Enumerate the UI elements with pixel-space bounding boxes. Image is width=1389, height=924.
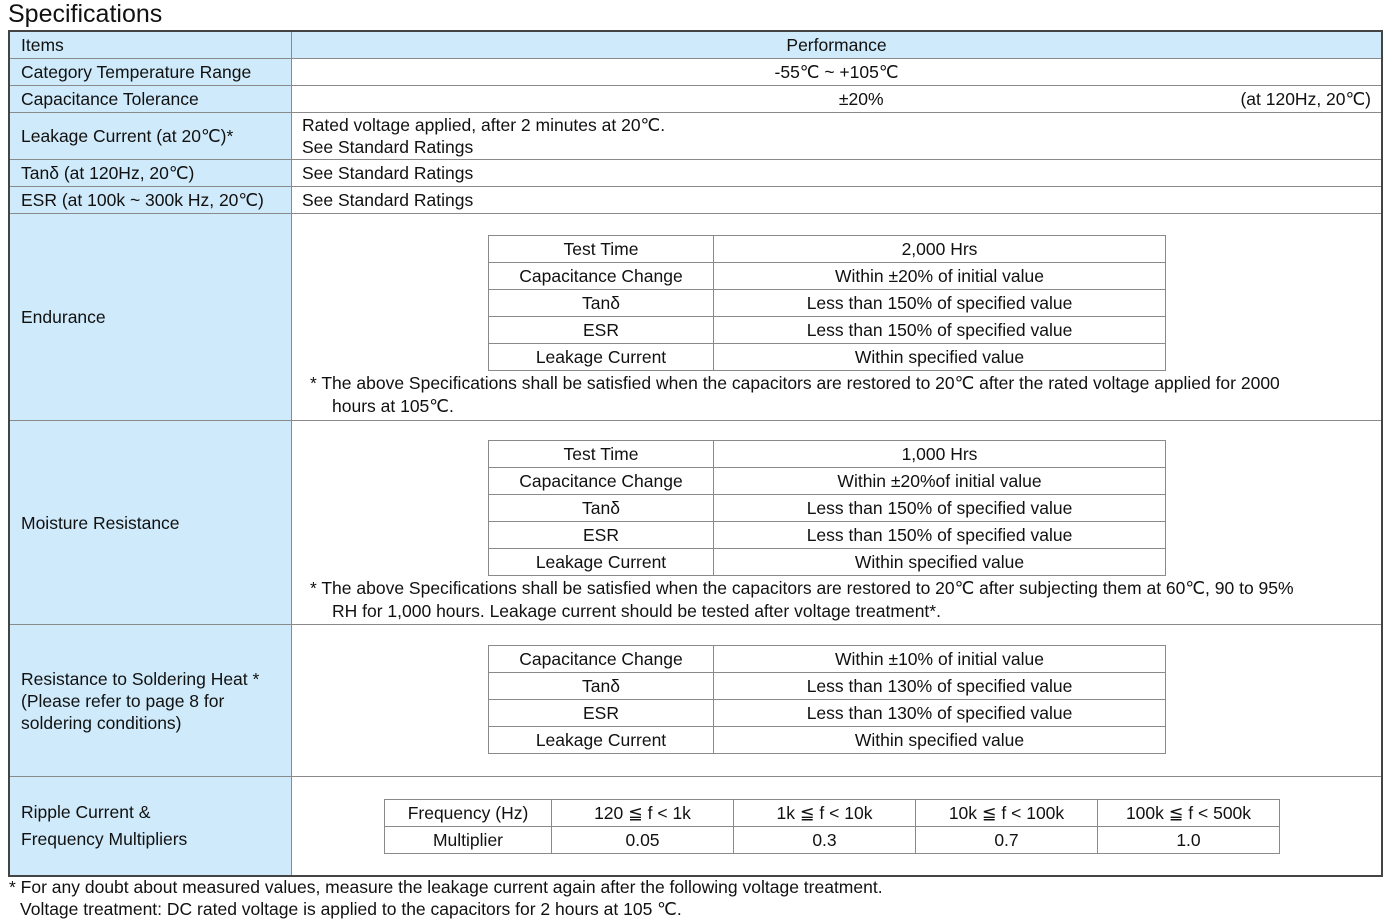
cell-capacitance-tolerance: [292, 86, 1382, 113]
multiplier-value: 1.0: [1098, 826, 1280, 853]
moisture-key: Test Time: [489, 441, 714, 468]
endurance-key: Leakage Current: [489, 343, 714, 370]
endurance-value: 2,000 Hrs: [714, 235, 1166, 262]
endurance-value: Less than 150% of specified value: [714, 316, 1166, 343]
label-soldering-heat: [10, 625, 292, 777]
moisture-note: [302, 577, 1371, 623]
soldering-label-line-3: soldering conditions): [21, 712, 182, 733]
endurance-key: Capacitance Change: [489, 262, 714, 289]
endurance-note: [302, 372, 1371, 418]
endurance-row: [489, 262, 1166, 289]
soldering-table: [488, 645, 1166, 754]
header-performance: Performance: [292, 32, 1382, 59]
label-moisture-resistance: Moisture Resistance: [10, 421, 292, 625]
frequency-range: 100k ≦ f < 500k: [1098, 799, 1280, 826]
leakage-line-2: See Standard Ratings: [302, 137, 474, 157]
endurance-row: [489, 316, 1166, 343]
row-capacitance-tolerance: [10, 86, 1382, 113]
label-endurance: Endurance: [10, 214, 292, 421]
footnote-line-2: Voltage treatment: DC rated voltage is applied to the capacitors for 2 hours at 105 ℃.: [20, 899, 682, 919]
cell-ripple-current: [292, 777, 1382, 876]
row-esr: [10, 187, 1382, 214]
ripple-label-line-2: Frequency Multipliers: [21, 829, 188, 849]
multiplier-label: Multiplier: [385, 826, 552, 853]
soldering-key: ESR: [489, 700, 714, 727]
endurance-value: Within ±20% of initial value: [714, 262, 1166, 289]
soldering-label-line-1: Resistance to Soldering Heat *: [21, 668, 260, 689]
endurance-key: Test Time: [489, 235, 714, 262]
endurance-value: Within specified value: [714, 343, 1166, 370]
note-capacitance-tolerance: (at 120Hz, 20℃): [1240, 89, 1371, 109]
moisture-row: [489, 495, 1166, 522]
soldering-row: [489, 673, 1166, 700]
frequency-range: 1k ≦ f < 10k: [734, 799, 916, 826]
moisture-key: Leakage Current: [489, 549, 714, 576]
label-temperature-range: Category Temperature Range: [10, 59, 292, 86]
moisture-key: ESR: [489, 522, 714, 549]
frequency-row: [385, 799, 1280, 826]
footnote-line-1: * For any doubt about measured values, measure the leakage current again after the following voltage treatment.: [9, 877, 883, 897]
moisture-value: Within specified value: [714, 549, 1166, 576]
frequency-range: 120 ≦ f < 1k: [552, 799, 734, 826]
frequency-multiplier-table: [384, 799, 1280, 854]
endurance-key: Tanδ: [489, 289, 714, 316]
multiplier-value: 0.3: [734, 826, 916, 853]
cell-leakage-current: [292, 113, 1382, 160]
soldering-key: Capacitance Change: [489, 646, 714, 673]
header-row: [10, 32, 1382, 59]
row-ripple-current: [10, 777, 1382, 876]
endurance-table: [488, 235, 1166, 371]
leakage-line-1: Rated voltage applied, after 2 minutes at 20℃.: [302, 115, 666, 135]
multiplier-value: 0.7: [916, 826, 1098, 853]
row-moisture-resistance: [10, 421, 1382, 625]
moisture-value: Less than 150% of specified value: [714, 522, 1166, 549]
moisture-row: [489, 441, 1166, 468]
soldering-value: Within specified value: [714, 727, 1166, 754]
soldering-key: Tanδ: [489, 673, 714, 700]
value-tan-delta: See Standard Ratings: [292, 160, 1382, 187]
multiplier-row: [385, 826, 1280, 853]
label-tan-delta: Tanδ (at 120Hz, 20℃): [10, 160, 292, 187]
row-tan-delta: [10, 160, 1382, 187]
multiplier-value: 0.05: [552, 826, 734, 853]
frequency-label: Frequency (Hz): [385, 799, 552, 826]
endurance-note-line-1: * The above Specifications shall be satisfied when the capacitors are restored to 20℃ after the rated voltage applied for 2000: [310, 372, 1280, 393]
cell-moisture-resistance: [292, 421, 1382, 625]
label-esr: ESR (at 100k ~ 300k Hz, 20℃): [10, 187, 292, 214]
row-endurance: [10, 214, 1382, 421]
page-title: Specifications: [8, 0, 163, 28]
moisture-value: Less than 150% of specified value: [714, 495, 1166, 522]
moisture-key: Capacitance Change: [489, 468, 714, 495]
label-leakage-current: Leakage Current (at 20℃)*: [10, 113, 292, 160]
endurance-note-line-2: hours at 105℃.: [332, 395, 454, 416]
value-esr: See Standard Ratings: [292, 187, 1382, 214]
moisture-row: [489, 468, 1166, 495]
row-leakage-current: [10, 113, 1382, 160]
cell-soldering-heat: [292, 625, 1382, 777]
label-ripple-current: [10, 777, 292, 876]
endurance-key: ESR: [489, 316, 714, 343]
soldering-value: Less than 130% of specified value: [714, 700, 1166, 727]
header-items: Items: [10, 32, 292, 59]
endurance-row: [489, 343, 1166, 370]
cell-endurance: [292, 214, 1382, 421]
endurance-row: [489, 289, 1166, 316]
footnote: [9, 876, 883, 920]
ripple-label-line-1: Ripple Current &: [21, 802, 151, 822]
soldering-row: [489, 727, 1166, 754]
soldering-value: Within ±10% of initial value: [714, 646, 1166, 673]
moisture-key: Tanδ: [489, 495, 714, 522]
soldering-label-line-2: (Please refer to page 8 for: [21, 690, 225, 711]
soldering-row: [489, 700, 1166, 727]
label-capacitance-tolerance: Capacitance Tolerance: [10, 86, 292, 113]
soldering-row: [489, 646, 1166, 673]
endurance-row: [489, 235, 1166, 262]
endurance-value: Less than 150% of specified value: [714, 289, 1166, 316]
value-capacitance-tolerance: ±20%: [838, 89, 884, 109]
specifications-table: [9, 31, 1382, 876]
moisture-value: 1,000 Hrs: [714, 441, 1166, 468]
moisture-value: Within ±20%of initial value: [714, 468, 1166, 495]
row-temperature-range: [10, 59, 1382, 86]
moisture-note-line-1: * The above Specifications shall be satisfied when the capacitors are restored to 20℃ after subjecting them at 60℃, 90 to 95%: [310, 578, 1294, 598]
moisture-table: [488, 440, 1166, 576]
soldering-value: Less than 130% of specified value: [714, 673, 1166, 700]
row-soldering-heat: [10, 625, 1382, 777]
frequency-range: 10k ≦ f < 100k: [916, 799, 1098, 826]
moisture-row: [489, 549, 1166, 576]
soldering-key: Leakage Current: [489, 727, 714, 754]
moisture-note-line-2: RH for 1,000 hours. Leakage current should be tested after voltage treatment*.: [332, 601, 941, 621]
moisture-row: [489, 522, 1166, 549]
value-temperature-range: -55℃ ~ +105℃: [292, 59, 1382, 86]
